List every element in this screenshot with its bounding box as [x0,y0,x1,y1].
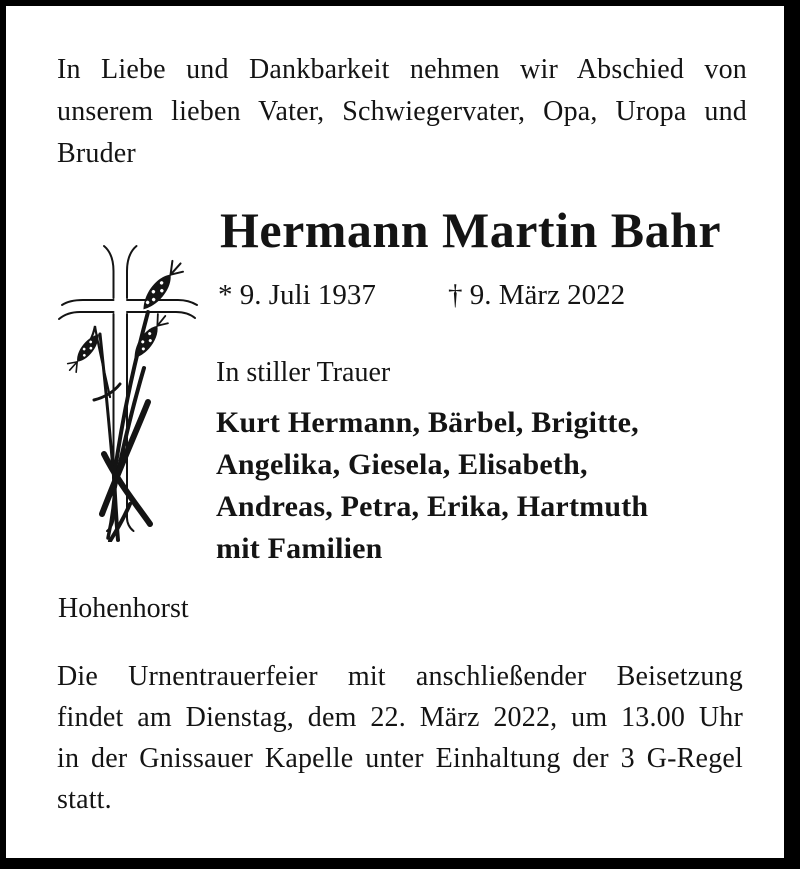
mourners-line: Angelika, Giesela, Elisabeth, [216,448,588,481]
obituary-page [6,6,784,858]
wheat-ear [65,330,103,374]
intro-line: unserem lieben Vater, Schwiegervater, Opa, Uropa und [57,96,747,127]
service-paragraph [57,656,743,820]
place-name: Hohenhorst [58,593,189,624]
life-dates [6,274,784,316]
intro-line: Bruder [57,138,136,169]
mourners-line: Andreas, Petra, Erika, Hartmuth [216,490,649,523]
service-line: in der Gnissauer Kapelle unter Einhaltung der 3 G-Regel [57,743,743,774]
intro-paragraph [57,49,747,175]
mourning-heading: In stiller Trauer [216,357,391,388]
service-line: findet am Dienstag, dem 22. März 2022, um 13.00 Uhr [57,702,743,733]
death-date: † 9. März 2022 [448,279,626,311]
mourners-list [216,402,736,570]
service-line: statt. [57,784,112,815]
deceased-name: Hermann Martin Bahr [220,202,722,258]
intro-line: In Liebe und Dankbarkeit nehmen wir Abschied von [57,54,747,85]
birth-date: * 9. Juli 1937 [218,279,376,311]
wheat-ear [129,312,170,363]
service-line: Die Urnentrauerfeier mit anschließender Beisetzung [57,661,743,692]
mourners-line: mit Familien [216,532,383,565]
mourners-line: Kurt Hermann, Bärbel, Brigitte, [216,406,639,439]
